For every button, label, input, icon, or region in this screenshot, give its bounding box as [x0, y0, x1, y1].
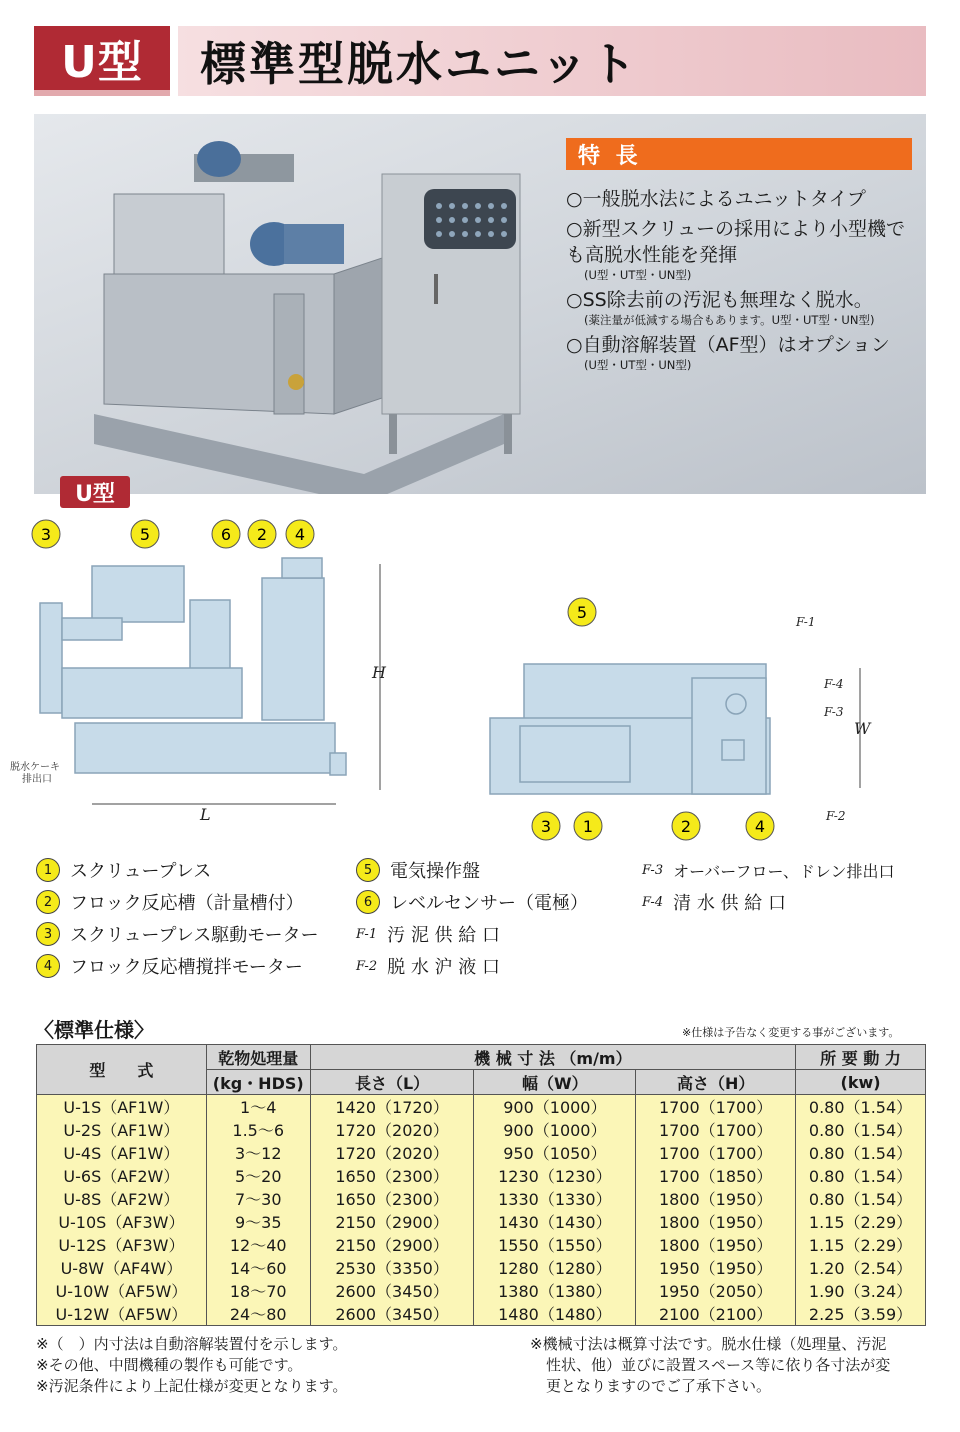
table-cell: 12～40: [206, 1233, 310, 1256]
table-cell: 1.5～6: [206, 1118, 310, 1141]
table-cell: 0.80（1.54）: [796, 1187, 926, 1210]
table-cell: 1720（2020）: [310, 1118, 474, 1141]
table-cell: 2.25（3.59）: [796, 1302, 926, 1326]
svg-text:4: 4: [754, 817, 766, 836]
legend-item: [36, 886, 319, 918]
table-cell: 2600（3450）: [310, 1302, 474, 1326]
table-cell: 1550（1550）: [474, 1233, 636, 1256]
table-cell: 1700（1700）: [636, 1095, 796, 1119]
table-cell: 3～12: [206, 1141, 310, 1164]
table-cell: 2150（2900）: [310, 1210, 474, 1233]
page-header: [34, 26, 926, 96]
legend-code: F-2: [356, 958, 378, 974]
table-cell: 1700（1850）: [636, 1164, 796, 1187]
table-cell: 7～30: [206, 1187, 310, 1210]
legend-text: レベルセンサー（電極）: [390, 893, 588, 914]
motor-housing-shape: [62, 618, 122, 640]
floc-tank-shape: [262, 578, 324, 720]
legend-text: フロック反応槽撹拌モーター: [70, 957, 303, 978]
feature-text: ○自動溶解装置（AF型）はオプション: [566, 334, 890, 356]
spec-note: ※仕様は予告なく変更する事がございます。: [682, 1026, 900, 1039]
table-cell: 1480（1480）: [474, 1302, 636, 1326]
header-length: 長さ（L）: [310, 1070, 474, 1095]
legend-right: [642, 854, 894, 918]
table-cell: 1650（2300）: [310, 1187, 474, 1210]
feature-item: [566, 186, 922, 212]
legend-text: フロック反応槽（計量槽付）: [70, 893, 304, 914]
header-power: 所 要 動 力: [796, 1045, 926, 1070]
title-bar: [178, 26, 926, 96]
svg-text:3: 3: [40, 525, 52, 544]
features-heading: 特 長: [566, 138, 912, 170]
legend-item: [36, 950, 319, 982]
table-cell: 14～60: [206, 1256, 310, 1279]
spec-table: [36, 1044, 926, 1326]
table-cell: 1～4: [206, 1095, 310, 1119]
legend-item: [36, 918, 319, 950]
table-cell: 1700（1700）: [636, 1141, 796, 1164]
header-dims: 機 械 寸 法 （m/m）: [310, 1045, 795, 1070]
legend-code: F-1: [356, 926, 378, 942]
svg-text:4: 4: [294, 525, 306, 544]
spec-body: [37, 1095, 926, 1326]
legend-item: [642, 886, 894, 918]
table-cell: U-4S（AF1W）: [37, 1141, 207, 1164]
feature-note: (薬注量が低減する場合もあります。U型・UT型・UN型): [584, 313, 875, 327]
legend-item: [356, 918, 588, 950]
feature-text: ○SS除去前の汚泥も無理なく脱水。: [566, 289, 873, 311]
footnote: ※汚泥条件により上記仕様が変更となります。: [36, 1377, 348, 1395]
model-badge: U型: [34, 26, 170, 96]
legend-code: F-3: [642, 862, 664, 878]
table-row: [37, 1164, 926, 1187]
table-cell: 0.80（1.54）: [796, 1141, 926, 1164]
table-cell: 9～35: [206, 1210, 310, 1233]
legend-text: オーバーフロー、ドレン排出口: [673, 861, 895, 881]
table-cell: U-10W（AF5W）: [37, 1279, 207, 1302]
table-cell: 1700（1700）: [636, 1118, 796, 1141]
svg-text:6: 6: [220, 525, 232, 544]
legend-item: [356, 950, 588, 982]
table-cell: U-12W（AF5W）: [37, 1302, 207, 1326]
legend-number: 5: [356, 858, 380, 882]
table-cell: U-1S（AF1W）: [37, 1095, 207, 1119]
diagram-label: U型: [60, 476, 130, 508]
outlet-shape: [330, 753, 346, 775]
table-cell: 1.90（3.24）: [796, 1279, 926, 1302]
legend-item: [642, 854, 894, 886]
feature-note: (U型・UT型・UN型): [584, 268, 692, 282]
table-cell: 2100（2100）: [636, 1302, 796, 1326]
dim-h-label: H: [372, 663, 386, 682]
table-cell: 0.80（1.54）: [796, 1095, 926, 1119]
legend-text: 清 水 供 給 口: [673, 893, 786, 914]
cake-outlet-label: 脱水ケーキ排出口: [10, 762, 60, 785]
footnote: 性状、他）並びに設置スペース等に依り各寸法が変: [546, 1356, 891, 1374]
tank-motor-shape: [282, 558, 322, 578]
feature-text: ○一般脱水法によるユニットタイプ: [566, 188, 866, 210]
header-power-unit: (kw): [796, 1070, 926, 1095]
table-cell: U-2S（AF1W）: [37, 1118, 207, 1141]
table-cell: 950（1050）: [474, 1141, 636, 1164]
legend-left: [36, 854, 319, 982]
footnotes-left: [36, 1334, 347, 1397]
feature-item: [566, 332, 922, 373]
svg-text:2: 2: [680, 817, 692, 836]
marker-5: [131, 520, 159, 548]
table-cell: 18～70: [206, 1279, 310, 1302]
header-capacity-unit: (kg・HDS): [206, 1070, 310, 1095]
legend-text: 電気操作盤: [390, 861, 480, 882]
legend-number: 2: [36, 890, 60, 914]
f4-label: F-4: [824, 677, 844, 691]
page-title: 標準型脱水ユニット: [200, 37, 640, 91]
legend-number: 6: [356, 890, 380, 914]
table-cell: 1.15（2.29）: [796, 1210, 926, 1233]
table-cell: 2530（3350）: [310, 1256, 474, 1279]
legend-item: [356, 886, 588, 918]
svg-text:3: 3: [540, 817, 552, 836]
footnotes-right: [530, 1334, 930, 1397]
f1-label: F-1: [796, 615, 816, 629]
table-row: [37, 1279, 926, 1302]
header-width: 幅（W）: [474, 1070, 636, 1095]
top-motor: [722, 740, 744, 760]
legend-text: 汚 泥 供 給 口: [387, 925, 500, 946]
table-cell: 1380（1380）: [474, 1279, 636, 1302]
marker-1-top: [574, 812, 602, 840]
table-cell: 0.80（1.54）: [796, 1164, 926, 1187]
table-cell: 1800（1950）: [636, 1210, 796, 1233]
footnote: 更となりますのでご了承下さい。: [546, 1377, 772, 1395]
spec-title: 〈標準仕様〉: [34, 1018, 154, 1042]
table-cell: 24～80: [206, 1302, 310, 1326]
f2-label: F-2: [826, 809, 846, 823]
table-cell: 1650（2300）: [310, 1164, 474, 1187]
table-cell: 1330（1330）: [474, 1187, 636, 1210]
marker-4-top: [746, 812, 774, 840]
feature-item: [566, 287, 922, 328]
marker-3: [32, 520, 60, 548]
table-cell: 0.80（1.54）: [796, 1118, 926, 1141]
f3-label: F-3: [824, 705, 844, 719]
legend-number: 4: [36, 954, 60, 978]
legend-number: 1: [36, 858, 60, 882]
table-cell: U-10S（AF3W）: [37, 1210, 207, 1233]
screw-press-shape: [62, 668, 242, 718]
header-capacity: 乾物処理量: [206, 1045, 310, 1070]
table-row: [37, 1187, 926, 1210]
table-cell: 900（1000）: [474, 1118, 636, 1141]
marker-5-top: [568, 598, 596, 626]
marker-4: [286, 520, 314, 548]
table-row: [37, 1210, 926, 1233]
table-row: [37, 1302, 926, 1326]
table-cell: 1420（1720）: [310, 1095, 474, 1119]
base-frame-shape: [75, 723, 335, 773]
footnote: ※（ ）内寸法は自動溶解装置付を示します。: [36, 1335, 348, 1353]
table-row: [37, 1256, 926, 1279]
dim-w-label: W: [854, 719, 871, 738]
legend-item: [36, 854, 319, 886]
marker-2: [248, 520, 276, 548]
svg-text:2: 2: [256, 525, 268, 544]
table-cell: 5～20: [206, 1164, 310, 1187]
feature-note: (U型・UT型・UN型): [584, 358, 692, 372]
marker-2-top: [672, 812, 700, 840]
table-cell: 1800（1950）: [636, 1233, 796, 1256]
table-cell: 900（1000）: [474, 1095, 636, 1119]
table-row: [37, 1141, 926, 1164]
svg-text:5: 5: [576, 603, 588, 622]
table-cell: 1800（1950）: [636, 1187, 796, 1210]
drive-motor-shape: [40, 603, 62, 713]
table-row: [37, 1095, 926, 1119]
marker-6: [212, 520, 240, 548]
table-cell: 1.20（2.54）: [796, 1256, 926, 1279]
table-row: [37, 1233, 926, 1256]
table-row: [37, 1118, 926, 1141]
svg-text:1: 1: [582, 817, 594, 836]
table-cell: U-6S（AF2W）: [37, 1164, 207, 1187]
control-panel-shape: [92, 566, 184, 622]
feature-text: ○新型スクリューの採用により小型機でも高脱水性能を発揮: [566, 218, 906, 266]
top-tank: [692, 678, 766, 794]
table-cell: U-8S（AF2W）: [37, 1187, 207, 1210]
table-cell: U-12S（AF3W）: [37, 1233, 207, 1256]
footnote: ※その他、中間機種の製作も可能です。: [36, 1356, 303, 1374]
unit-diagrams: [0, 508, 960, 848]
legend-item: [356, 854, 588, 886]
table-cell: 1720（2020）: [310, 1141, 474, 1164]
marker-3-top: [532, 812, 560, 840]
legend-text: スクリュープレス: [70, 861, 212, 882]
legend-text: 脱 水 沪 液 口: [387, 957, 500, 978]
table-cell: 1950（1950）: [636, 1256, 796, 1279]
legend-middle: [356, 854, 588, 982]
top-inlet: [726, 694, 746, 714]
legend-number: 3: [36, 922, 60, 946]
features-list: [566, 186, 922, 377]
table-cell: 1230（1230）: [474, 1164, 636, 1187]
top-screw: [520, 726, 630, 782]
header-model: 型 式: [37, 1045, 207, 1095]
table-cell: 1.15（2.29）: [796, 1233, 926, 1256]
feature-item: [566, 216, 922, 283]
table-cell: 1280（1280）: [474, 1256, 636, 1279]
dim-l-label: L: [200, 805, 211, 824]
table-cell: U-8W（AF4W）: [37, 1256, 207, 1279]
header-height: 高さ（H）: [636, 1070, 796, 1095]
footnote: ※機械寸法は概算寸法です。脱水仕様（処理量、汚泥: [530, 1335, 887, 1353]
table-cell: 2150（2900）: [310, 1233, 474, 1256]
table-cell: 2600（3450）: [310, 1279, 474, 1302]
svg-text:5: 5: [139, 525, 151, 544]
legend-text: スクリュープレス駆動モーター: [70, 925, 319, 946]
legend-code: F-4: [642, 894, 664, 910]
table-cell: 1950（2050）: [636, 1279, 796, 1302]
table-cell: 1430（1430）: [474, 1210, 636, 1233]
